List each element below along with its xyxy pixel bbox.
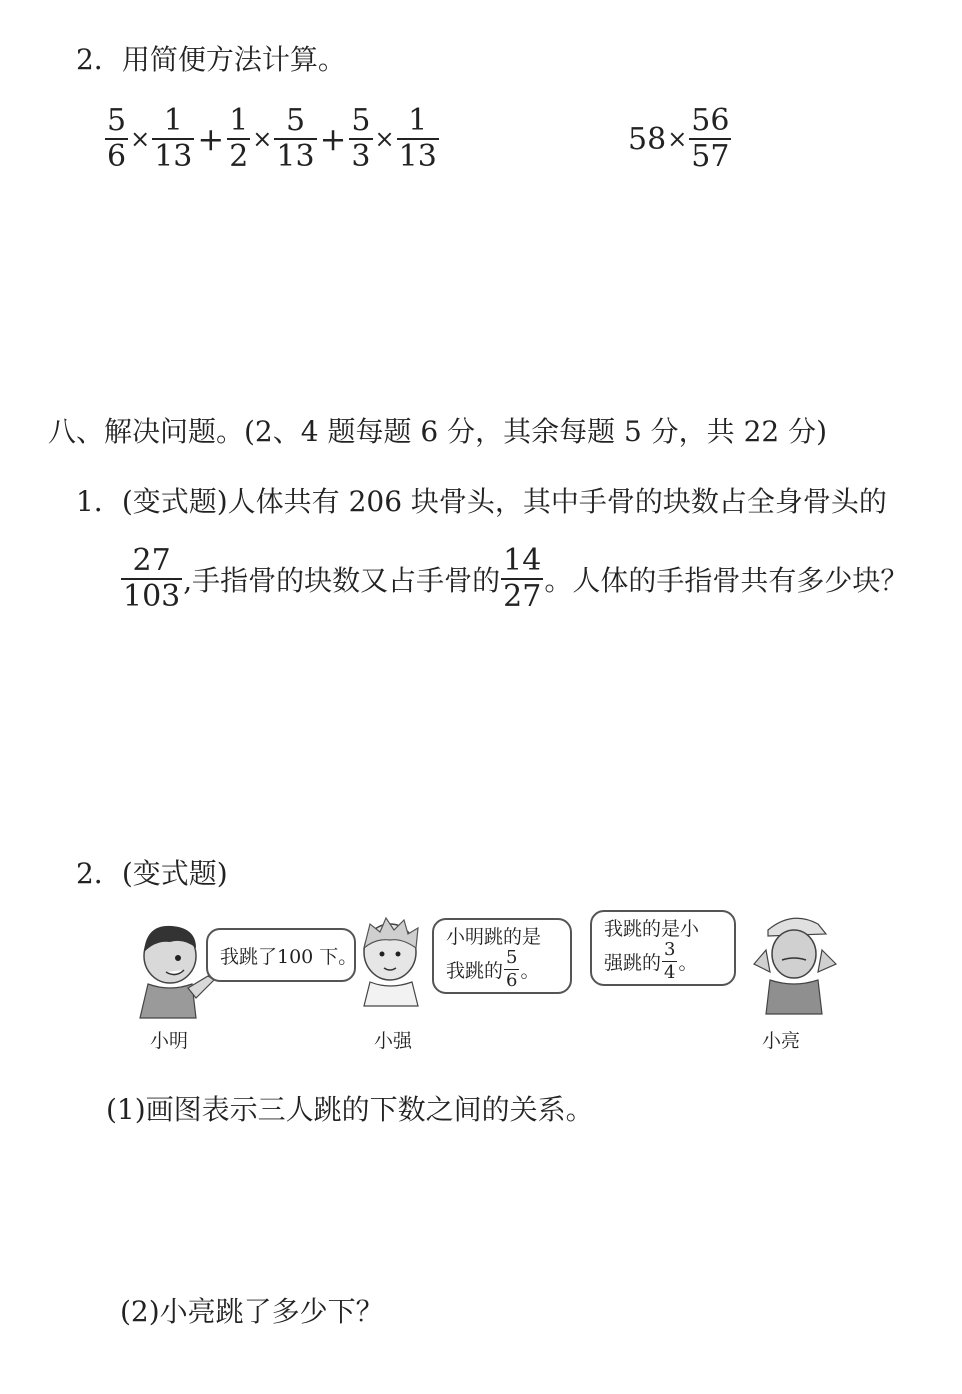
speech-bubble-xiaoming: 我跳了100 下。 (206, 928, 356, 982)
speech-bubble-xiaoqiang: 小明跳的是 我跳的 $\frac{5}{6}$ 。 (432, 918, 572, 994)
question-text: 。人体的手指骨共有多少块？ (544, 564, 909, 597)
fraction: $\frac{56}{57}$ (691, 103, 730, 174)
times-sign: × (130, 125, 151, 153)
fraction: $\frac{5}{3}$ (351, 103, 371, 174)
fraction: $\frac{14}{27}$ (503, 543, 542, 614)
fraction: $\frac{3}{4}$ (664, 939, 676, 983)
question-1-line2 (120, 543, 909, 614)
section-8-heading: 八、解决问题。(2、4 题每题 6 分，其余每题 5 分，共 22 分) (48, 415, 828, 448)
question-text: 用简便方法计算。 (121, 43, 346, 76)
fraction: $\frac{1}{2}$ (229, 103, 249, 174)
name-label-xiaoliang: 小亮 (762, 1030, 801, 1052)
boy-xiaoliang-illustration (746, 910, 840, 1016)
fraction: $\frac{5}{13}$ (276, 103, 315, 174)
sub-question-1: (1)画图表示三人跳的下数之间的关系。 (106, 1093, 594, 1126)
fraction: $\frac{5}{6}$ (107, 103, 127, 174)
times-sign: × (374, 125, 395, 153)
fraction: $\frac{5}{6}$ (506, 947, 518, 991)
fraction: $\frac{27}{103}$ (123, 543, 181, 614)
sub-question-2: (2)小亮跳了多少下？ (120, 1295, 384, 1328)
name-label-xiaoqiang: 小强 (374, 1030, 413, 1052)
speech-bubble-xiaoliang: 我跳的是小 强跳的 $\frac{3}{4}$ 。 (590, 910, 736, 986)
question-number: 2． (76, 43, 122, 76)
times-sign: × (667, 125, 688, 153)
question-2-title (76, 38, 346, 78)
question-2-title: 2．(变式题) (76, 857, 228, 890)
question-1-line1: 1．(变式题)人体共有 206 块骨头，其中手骨的块数占全身骨头的 (76, 485, 887, 518)
name-label-xiaoming: 小明 (150, 1030, 189, 1052)
expression-2 (628, 103, 732, 174)
plus-sign: + (319, 120, 347, 158)
fraction: $\frac{1}{13}$ (154, 103, 193, 174)
plus-sign: + (197, 120, 225, 158)
fraction: $\frac{1}{13}$ (398, 103, 437, 174)
times-sign: × (252, 125, 273, 153)
whole-number: 58 (628, 121, 667, 157)
expression-1 (104, 103, 440, 174)
question-text: ,手指骨的块数又占手骨的 (183, 564, 501, 597)
boy-xiaoqiang-illustration (352, 912, 430, 1008)
